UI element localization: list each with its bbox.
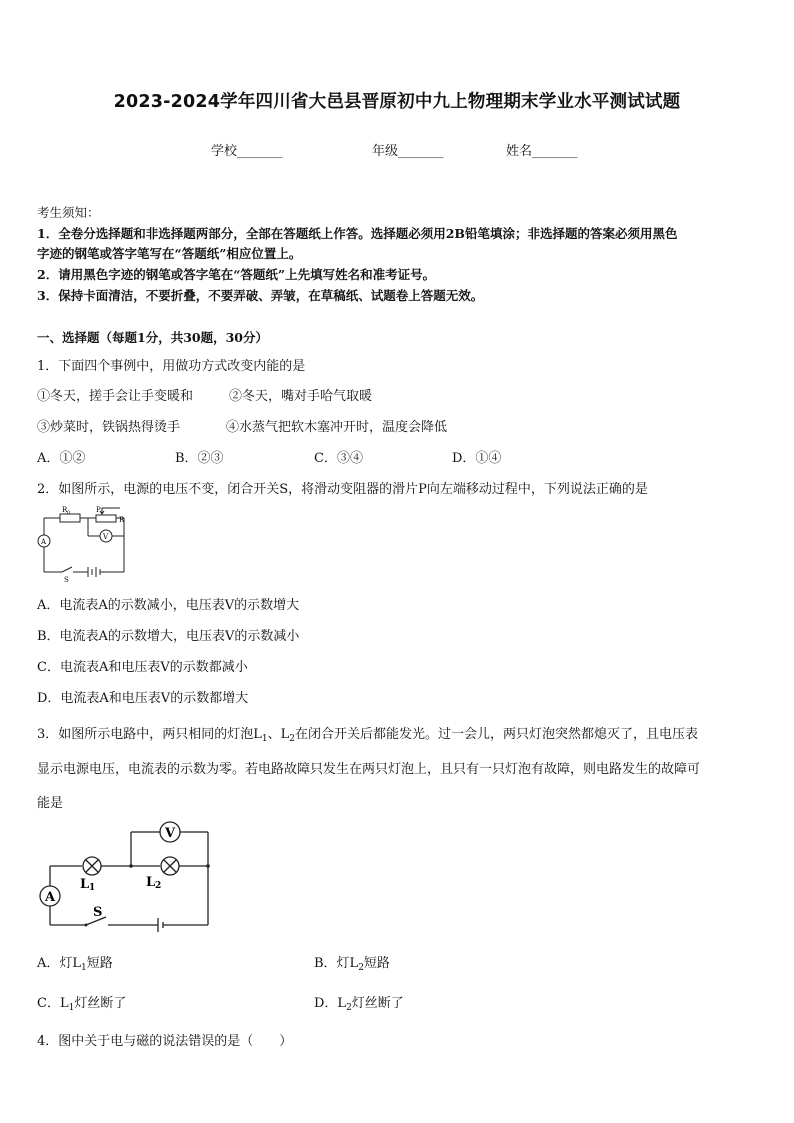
notice-item-1a: 1．全卷分选择题和非选择题两部分，全部在答题纸上作答。选择题必须用2B铅笔填涂；非选择题的答案必须用黑色 <box>37 226 678 241</box>
page-title: 2023-2024学年四川省大邑县晋原初中九上物理期末学业水平测试试题 <box>113 92 681 112</box>
q1-stem: 1．下面四个事例中，用做功方式改变内能的是 <box>37 359 306 374</box>
svg-text:S: S <box>93 905 103 920</box>
svg-text:A: A <box>41 538 47 546</box>
svg-text:V: V <box>165 826 176 841</box>
q3-option-c: C．$L_1$灯丝断了 <box>37 996 127 1013</box>
q3-circuit-diagram <box>36 818 214 934</box>
svg-text:A: A <box>45 890 56 905</box>
q1-option-d: D．①④ <box>452 451 502 466</box>
svg-text:V: V <box>103 533 109 541</box>
q3-option-a: A．灯$L_1$短路 <box>37 956 113 973</box>
school-field: 学校_______ <box>211 144 283 159</box>
svg-text:L: L <box>146 875 156 890</box>
svg-text:R: R <box>119 516 125 524</box>
svg-text:R: R <box>62 506 68 514</box>
svg-text:L: L <box>80 877 90 892</box>
svg-text:1: 1 <box>89 883 96 893</box>
q2-option-b: B．电流表A的示数增大，电压表V的示数减小 <box>37 629 300 644</box>
svg-text:S: S <box>64 576 69 584</box>
name-field: 姓名_______ <box>506 144 578 159</box>
q3-stem-line-2: 显示电源电压，电流表的示数为零。若电路故障只发生在两只灯泡上，且只有一只灯泡有故障，则电路发生的故障可 <box>37 762 701 777</box>
q2-option-d: D．电流表A和电压表V的示数都增大 <box>37 691 249 706</box>
svg-text:P: P <box>96 506 101 514</box>
q1-statement-3: ③炒菜时，铁锅热得烫手 <box>37 420 181 435</box>
q2-option-c: C．电流表A和电压表V的示数都减小 <box>37 660 248 675</box>
q1-statement-2: ②冬天，嘴对手哈气取暖 <box>229 389 373 404</box>
q2-stem: 2．如图所示，电源的电压不变，闭合开关S，将滑动变阻器的滑片P向左端移动过程中，下列说法正确的是 <box>37 482 648 497</box>
q1-option-c: C．③④ <box>314 451 363 466</box>
q2-option-a: A．电流表A的示数减小，电压表V的示数增大 <box>37 598 300 613</box>
q1-statement-4: ④水蒸气把软木塞冲开时，温度会降低 <box>226 420 448 435</box>
notice-item-3: 3．保持卡面清洁，不要折叠，不要弄破、弄皱，在草稿纸、试题卷上答题无效。 <box>37 288 484 303</box>
notice-heading: 考生须知： <box>37 205 100 220</box>
q1-statement-1: ①冬天，搓手会让手变暖和 <box>37 389 194 404</box>
notice-item-2: 2．请用黑色字迹的钢笔或答字笔在“答题纸”上先填写姓名和准考证号。 <box>37 267 436 282</box>
section-heading: 一、选择题（每题1分，共30题，30分） <box>37 330 268 345</box>
q4-stem: 4．图中关于电与磁的说法错误的是（ ） <box>37 1034 293 1049</box>
grade-field: 年级_______ <box>372 144 444 159</box>
q3-option-b: B．灯$L_2$短路 <box>314 956 390 973</box>
q3-stem-line-1: 3．如图所示电路中，两只相同的灯泡$L_1$、$L_2$在闭合开关后都能发光。过一会儿，两只灯泡突然都熄灭了，且电压表 <box>37 727 699 744</box>
q3-stem-line-3: 能是 <box>37 796 64 811</box>
q1-option-b: B．②③ <box>175 451 224 466</box>
notice-item-1b: 字迹的钢笔或答字笔写在“答题纸”相应位置上。 <box>37 246 302 261</box>
svg-text:2: 2 <box>155 881 162 891</box>
svg-text:0: 0 <box>67 510 71 516</box>
switch-s-icon <box>62 567 72 572</box>
q3-option-d: D．$L_2$灯丝断了 <box>314 996 404 1013</box>
q2-circuit-diagram <box>36 504 132 584</box>
q1-option-a: A．①② <box>37 451 86 466</box>
rheostat-r-icon <box>96 515 116 522</box>
